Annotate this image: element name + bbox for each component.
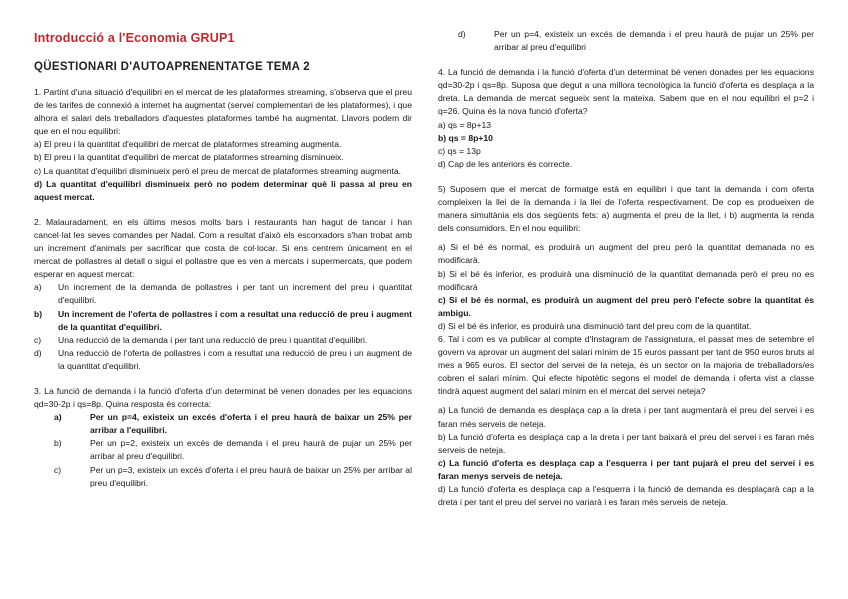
question-2-option-a: a) Un increment de la demanda de pollastres i per tant un increment del preu i quantitat d'equilibri. [34,282,412,306]
question-2-text: 2. Malauradament, en els últims mesos molts bars i restaurants han hagut de tancar i han cancel·lat les seves comandes per Nadal. Com a resultat d'això els escorxadors s'han trobat amb un increment d'animals per sacrificar que costa de col·locar. Si ens centrem únicament en el mercat de pollastres al detall o sigui el pollastre que es ven a mercats i supermercats, que podem esperar en aquest mercat: [34,216,412,280]
left-column [34,30,412,490]
question-2-option-d: d) Una reducció de l'oferta de pollastres i com a resultat una reducció de preu i un augment de la quantitat d'equilibri. [34,347,412,371]
question-6-text: 6. Tal i com es va publicar al compte d'Instagram de l'assignatura, el passat mes de setembre el govern va aprovar un augment del salari mínim de 15 euros passant per tant de 950 euros bruts al mes a 965 euros. El sector del servei de la neteja, és un sector on la majoria de treballadors/es cobren el salari mínim. Qui efecte hipotètic segons el model de demanda i oferta vist a classe tindrà aquest augment del salari mínim en el mercat del servei neteja? [438,333,814,397]
question-5-option-a: a) Si el bé és normal, es produirà un augment del preu però la quantitat demanada no es modificarà. [438,242,814,266]
question-4-option-d: d) Cap de les anteriors és correcte. [438,158,573,169]
question-3-option-b: b) Per un p=2, existeix un excés de demanda i el preu haurà de pujar un 25% per arribar al preu d'equilibri. [54,438,412,462]
question-1-option-b: b) El preu i la quantitat d'equilibri de mercat de plataformes streaming disminueix. [34,152,344,163]
question-4-option-b: b) qs = 8p+10 [438,132,493,143]
question-4-option-c: c) qs = 13p [438,145,481,156]
question-2 [34,216,412,373]
question-6-option-c: c) La funció d'oferta es desplaça cap a l'esquerra i per tant pujarà el preu del servei i es faran menys serveis de neteja. [438,457,814,481]
question-3-text: 3. La funció de demanda i la funció d'oferta d'un determinat bé venen donades per les equacions qd=30-2p i qs=8p. Quina resposta és correcta: [34,385,412,410]
question-1-text: 1. Partint d'una situació d'equilibri en el mercat de les plataformes streaming, s'observa que el preu de les tarifes de connexió a internet ha augmentat (serveí complementari de les plataformes), i que alhora el salari dels treballadors d'aquestes plataformes també ha augmentat. Llavors podem dir que en el nou equilibri: [34,87,412,137]
question-3-option-c: c) Per un p=3, existeix un excés d'oferta i el preu haurà de baixar un 25% per arribar al preu d'equilibri. [54,464,412,488]
question-6-option-d: d) La funció d'oferta es desplaça cap a l'esquerra i la funció de demanda es desplaçarà cap a la dreta i per tant el preu del servei no variarà i es faran més serveis de neteja. [438,484,814,508]
question-1-option-a: a) El preu i la quantitat d'equilibri de mercat de plataformes streaming augmenta. [34,139,342,150]
question-1 [34,86,412,204]
question-4-option-a: a) qs = 8p+13 [438,119,492,130]
question-6 [438,333,814,509]
question-6-option-a: a) La funció de demanda es desplaça cap a la dreta i per tant augmentarà el preu del servei i es faran més serveis de neteja. [438,405,814,429]
question-3-option-d: d) Per un p=4, existeix un excés de demanda i el preu haurà de pujar un 25% per arribar al preu d'equilibri [458,29,814,53]
question-2-option-b: b) Un increment de l'oferta de pollastres i com a resultat una reducció de preu i augment de la quantitat d'equilibri. [34,308,412,332]
question-5-option-d: d) Si el bé és inferior, es produirà una disminució tant del preu com de la quantitat. [438,320,752,331]
question-5-option-b: b) Si el bé és inferior, es produirà una disminució de la quantitat demanada però el preu no es modificarà [438,268,814,292]
question-3-option-a: a) Per un p=4, existeix un excés d'oferta i el preu haurà de baixar un 25% per arribar a l'equilibri. [54,412,412,436]
question-1-option-c: c) La quantitat d'equilibri disminueix però el preu de mercat de plataformes streaming augmenta. [34,165,402,176]
question-1-option-d: d) La quantitat d'equilibri disminueix però no podem determinar què li passa al preu en aquest mercat. [34,178,412,202]
document-title: Introducció a l'Economia GRUP1 [34,31,235,45]
question-3 [34,385,412,490]
question-6-option-b: b) La funció d'oferta es desplaça cap a la dreta i per tant baixarà el preu del servei i es faran més serveis de neteja. [438,431,814,455]
question-4-text: 4. La funció de demanda i la funció d'oferta d'un determinat bé venen donades per les equacions qd=30-2p i qs=8p. Suposa que degut a una millora tecnològica la funció d'oferta es desplaça a la dreta. La demanda de mercat segueix sent la mateixa. Sabem que en el nou equilibri el p=2 i q=26. Quina és la nova funció d'oferta? [438,67,814,117]
questionnaire-subtitle: QÜESTIONARI D'AUTOAPRENENTATGE TEMA 2 [34,61,311,73]
question-4 [438,66,814,171]
question-5-option-c: c) Si el bé és normal, es produirà un augment del preu però l'efecte sobre la quantitat és ambigu. [438,294,814,318]
question-5 [438,183,814,333]
right-column [438,30,814,509]
question-5-text: 5) Suposem que el mercat de formatge està en equilibri i que tant la demanda i com oferta compleixen la llei de la demanda i la llei de l'oferta respectivament. De cop es produeixen de manera simultània els dos següents fets: a) augmenta el preu de la llet, i b) augmenta la renda dels consumidors. En el nou equilibri: [438,183,814,234]
question-2-option-c: c) Una reducció de la demanda i per tant una reducció de preu i quantitat d'equilibri. [34,334,368,345]
